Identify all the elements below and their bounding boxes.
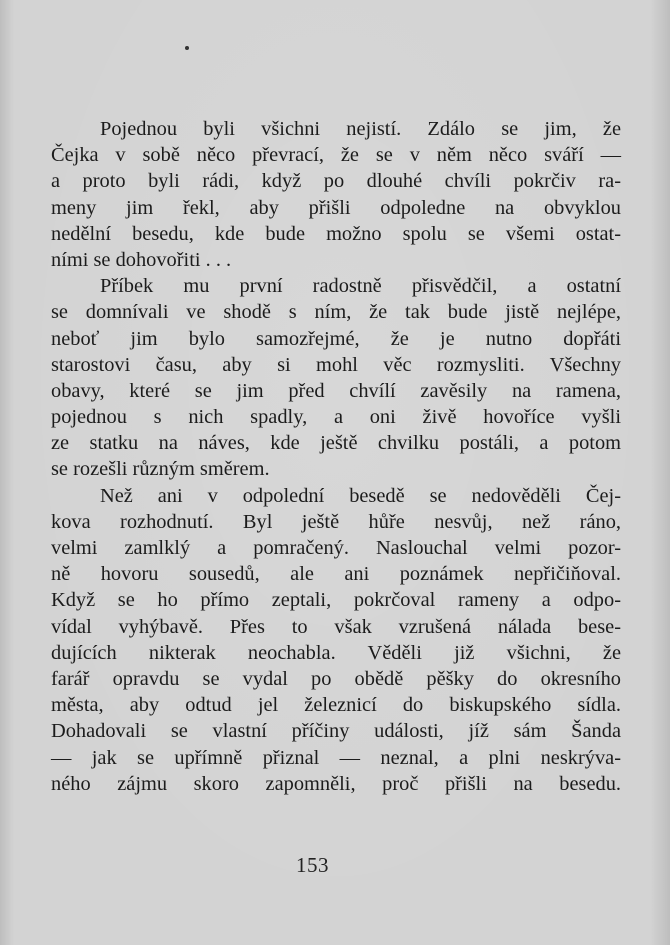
paragraph-3-line-2: kova rozhodnutí. Byl ještě hůře nesvůj, než ráno, [51,510,621,533]
paragraph-3-line-4: ně hovoru sousedů, ale ani poznámek nepřičiňoval. [51,563,621,586]
body-text [51,116,621,797]
paragraph-2-line-1: Příbek mu první radostně přisvědčil, a ostatní [100,275,621,298]
paragraph-2-line-4: starostovi času, aby si mohl věc rozmysliti. Všechny [51,353,621,376]
paragraph-3-line-5: Když se ho přímo zeptali, pokrčoval rameny a odpo- [51,589,621,612]
paragraph-2-line-6: pojednou s nich spadly, a oni živě hovoříce vyšli [51,406,621,429]
paragraph-3-line-1: Než ani v odpolední besedě se nedověděli Čej- [100,484,621,507]
paragraph-3-line-9: města, aby odtud jel železnicí do biskupského sídla. [51,694,621,717]
paragraph-2-line-3: neboť jim bylo samozřejmé, že je nutno dopřáti [51,327,621,350]
paragraph-1-line-5: nedělní besedu, kde bude možno spolu se všemi ostat- [51,222,621,245]
paragraph-1-line-2: Čejka v sobě něco převrací, že se v něm něco sváří — [51,144,621,167]
paper-speck [185,46,189,50]
paragraph-3-line-6: vídal vyhýbavě. Přes to však vzrušená nálada bese- [51,615,621,638]
paragraph-2-line-8: se rozešli různým směrem. [51,458,270,481]
paragraph-3-line-8: farář opravdu se vydal po obědě pěšky do okresního [51,667,621,690]
paragraph-3-line-12: ného zájmu skoro zapomněli, proč přišli na besedu. [51,772,621,795]
paragraph-1-line-6: ními se dohovořiti . . . [51,248,232,271]
paragraph-1-line-3: a proto byli rádi, když po dlouhé chvíli pokrčiv ra- [51,170,621,193]
paragraph-1-line-4: meny jim řekl, aby přišli odpoledne na obvyklou [51,196,621,219]
paragraph-3-line-3: velmi zamlklý a pomračený. Naslouchal velmi pozor- [51,537,621,559]
paragraph-3-line-11: — jak se upřímně přiznal — neznal, a plni neskrýva- [51,746,621,769]
paragraph-3-line-7: dujících nikterak neochabla. Věděli již všichni, že [51,641,621,664]
paragraph-3-line-10: Dohadovali se vlastní příčiny události, jíž sám Šanda [51,720,621,743]
paragraph-1-line-1: Pojednou byli všichni nejistí. Zdálo se jim, že [100,118,621,140]
page-number: 153 [296,853,329,877]
paragraph-2-line-5: obavy, které se jim před chvílí zavěsily na ramena, [51,379,621,402]
paragraph-2-line-7: ze statku na náves, kde ještě chvilku postáli, a potom [51,432,621,455]
paragraph-2-line-2: se domnívali ve shodě s ním, že tak bude jistě nejlépe, [51,301,621,324]
